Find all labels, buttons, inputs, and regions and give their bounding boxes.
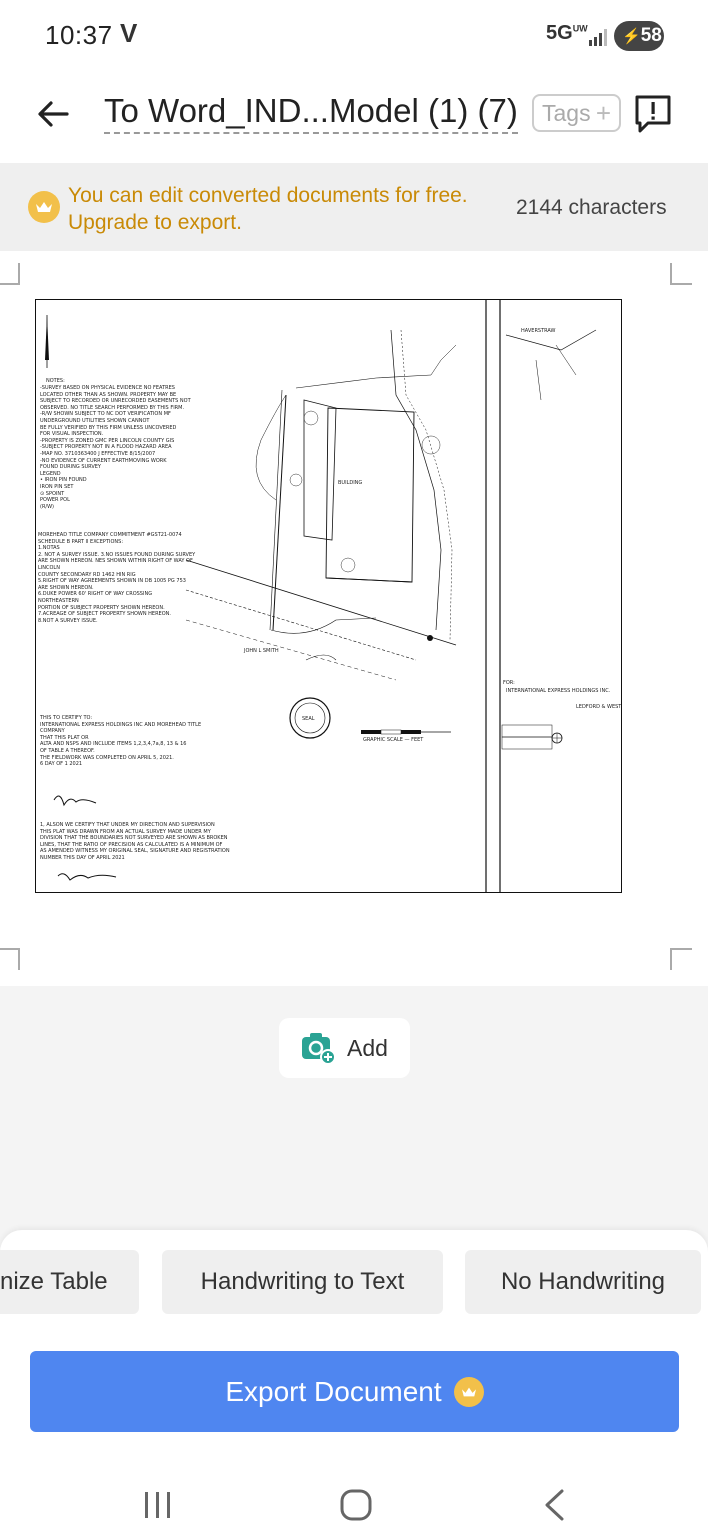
note-line: -SURVEY BASED ON PHYSICAL EVIDENCE NO FEATRES xyxy=(40,385,175,391)
note-line: LOCATED OTHER THAN AS SHOWN. PROPERTY MAY BE xyxy=(40,391,177,398)
certification-line: THIS TO CERTIFY TO: xyxy=(40,715,93,721)
note-line: POWER POL xyxy=(40,497,70,504)
upgrade-message: You can edit converted documents for free. Upgrade to export. xyxy=(68,184,468,234)
note-line: SUBJECT TO RECORDED OR UNRECORDED EASEMENTS NOT xyxy=(40,398,191,405)
crown-icon xyxy=(28,191,60,223)
plus-icon: + xyxy=(595,98,611,128)
statement-line: AS AMENDED WITNESS MY ORIGINAL SEAL, SIGNATURE AND REGISTRATION xyxy=(40,848,230,855)
note-line: OBSERVED. NO TITLE SEARCH PERFORMED BY THIS FIRM. xyxy=(40,404,185,411)
exception-line: COUNTY SECONDARY RD 1462 HIN RIG xyxy=(38,571,136,578)
chip-label: nize Table xyxy=(0,1268,108,1295)
exception-line: LINCOLN xyxy=(38,564,60,571)
exception-line: ARE SHOWN HEREON. NES SHOWN WITHIN RIGHT OF WAY OF xyxy=(38,558,193,565)
note-line: LEGEND xyxy=(40,470,61,477)
recent-apps-button[interactable] xyxy=(128,1475,188,1535)
upgrade-banner[interactable] xyxy=(0,163,708,251)
add-label: Add xyxy=(347,1034,388,1061)
crop-corner-bottom-left[interactable] xyxy=(0,948,20,970)
exception-line: 6.DUKE POWER 60' RIGHT OF WAY CROSSING xyxy=(38,591,153,598)
note-line: FOUND DURING SURVEY xyxy=(40,464,101,471)
chip-label: No Handwriting xyxy=(500,1268,666,1295)
network-indicator xyxy=(546,22,588,45)
certification-line: THE FIELDWORK WAS COMPLETED ON APRIL 5, 2021. xyxy=(40,754,174,761)
note-line: (R/W) xyxy=(40,503,55,510)
note-line: -R/W SHOWN SUBJECT TO NC DOT VERIFICATION MF xyxy=(40,411,171,418)
home-button[interactable] xyxy=(326,1475,386,1535)
export-label: Export Document xyxy=(225,1375,442,1407)
certification-line: COMPANY xyxy=(40,728,65,735)
battery-indicator xyxy=(614,21,664,51)
building-label: BUILDING xyxy=(338,480,363,486)
character-count: 2144 characters xyxy=(516,196,667,219)
note-line: -NO EVIDENCE OF CURRENT EARTHMOVING WORK xyxy=(40,457,167,464)
tags-label: Tags xyxy=(542,100,591,126)
export-document-button[interactable] xyxy=(30,1351,679,1432)
prepared-for-name: INTERNATIONAL EXPRESS HOLDINGS INC. xyxy=(506,688,611,694)
crop-corner-top-left[interactable] xyxy=(0,263,20,285)
system-nav-bar xyxy=(0,1460,708,1536)
recent-apps-icon xyxy=(143,1490,173,1520)
statement-line: THIS PLAT WAS DRAWN FROM AN ACTUAL SURVEY MADE UNDER MY xyxy=(40,828,211,835)
crop-corner-top-right[interactable] xyxy=(670,263,692,285)
certification-line: 6 DAY OF 1 2021 xyxy=(40,761,83,768)
back-icon xyxy=(542,1488,566,1522)
note-line: -MAP NO. 3710363400 J EFFECTIVE 8/15/2007 xyxy=(40,450,156,457)
note-line: FOR VISUAL INSPECTION. xyxy=(40,431,104,438)
note-line: IRON PIN SET xyxy=(40,483,74,490)
statement-line: 1, ALSON WE CERTIFY THAT UNDER MY DIRECTION AND SUPERVISION xyxy=(40,822,215,828)
parcel-owner-label: JOHN L SMITH xyxy=(244,648,279,654)
add-photo-icon xyxy=(301,1031,337,1065)
tags-button[interactable] xyxy=(532,94,621,132)
crown-icon xyxy=(454,1377,484,1407)
notes-title: NOTES: xyxy=(46,378,65,384)
seal-label: SEAL xyxy=(302,716,315,722)
exceptions-list xyxy=(38,532,195,624)
exception-line: PORTION OF SUBJECT PROPERTY SHOWN HEREON. xyxy=(38,604,165,611)
notes-list xyxy=(40,385,191,510)
exception-line: 5.RIGHT OF WAY AGREEMENTS SHOWN IN DB 1005 PG 753 xyxy=(38,578,186,585)
arrow-left-icon xyxy=(37,100,69,128)
exception-line: 1.NOTAS xyxy=(38,545,60,552)
statement-line: LINES, THAT THE RATIO OF PRECISION AS CALCULATED IS A MINIMUM OF xyxy=(40,841,223,848)
exception-line: ARE SHOWN HEREON. xyxy=(38,584,94,591)
exception-line: NORTHEASTERN xyxy=(38,597,79,604)
signal-icon xyxy=(589,28,611,46)
feedback-icon[interactable] xyxy=(634,94,672,134)
exception-line: 7.ACREAGE OF SUBJECT PROPERTY SHOWN HEREON. xyxy=(38,611,171,618)
firm-name: LEDFORD & WEST xyxy=(576,704,622,710)
app-header xyxy=(0,70,708,163)
status-time: 10:37 xyxy=(45,20,113,50)
prepared-for-label: FOR: xyxy=(503,680,515,686)
certification-line: THAT THIS PLAT OR xyxy=(40,734,89,741)
note-line: -PROPERTY IS ZONED GMC PER LINCOLN COUNTY GIS xyxy=(40,437,175,444)
scale-label: GRAPHIC SCALE — FEET xyxy=(363,737,424,743)
document-preview[interactable] xyxy=(0,251,708,986)
surveyor-statement xyxy=(40,822,230,862)
charging-icon: ⚡ xyxy=(622,28,641,45)
survey-drawing xyxy=(35,299,622,893)
exception-line: 2. NOT A SURVEY ISSUE. 3.NO ISSUES FOUND DURING SURVEY xyxy=(38,551,196,558)
note-line: BE FULLY VERIFIED BY THIS FIRM UNLESS UNCOVERED xyxy=(40,424,177,431)
tools-panel xyxy=(0,1230,708,1536)
certification-line: OF TABLE A THEREOF. xyxy=(40,747,95,754)
note-line: • IRON PIN FOUND xyxy=(40,477,87,484)
note-line: ⊙ SPOINT xyxy=(40,490,65,497)
certification-block xyxy=(40,715,201,768)
exception-line: MOREHEAD TITLE COMPANY COMMITMENT #GST21-0074 xyxy=(38,532,182,538)
statement-line: NUMBER THIS DAY OF APRIL 2021 xyxy=(40,854,125,861)
handwriting-to-text-chip[interactable] xyxy=(162,1250,443,1314)
status-bar xyxy=(0,0,708,70)
recognize-table-chip[interactable] xyxy=(0,1250,139,1314)
battery-level: 58 xyxy=(640,25,662,46)
network-label: 5G xyxy=(546,22,573,44)
network-sub-label: UW xyxy=(572,23,588,34)
certification-line: INTERNATIONAL EXPRESS HOLDINGS INC AND MOREHEAD TITLE xyxy=(40,721,202,728)
add-page-button[interactable] xyxy=(279,1018,410,1078)
exception-line: 8.NOT A SURVEY ISSUE. xyxy=(38,617,98,624)
no-handwriting-chip[interactable] xyxy=(465,1250,701,1314)
carrier-icon: V xyxy=(120,18,138,48)
exception-line: SCHEDULE B PART II EXCEPTIONS: xyxy=(38,538,124,545)
statement-line: DIVISION THAT THE BOUNDARIES NOT SURVEYED ARE SHOWN AS BROKEN xyxy=(40,835,228,842)
street-label: HAVERSTRAW xyxy=(521,328,556,334)
chip-label: Handwriting to Text xyxy=(200,1268,405,1295)
note-line: -SUBJECT PROPERTY NOT IN A FLOOD HAZARD AREA xyxy=(40,444,172,451)
nav-back-button[interactable] xyxy=(524,1475,584,1535)
home-icon xyxy=(339,1488,373,1522)
note-line: UNDERGROUND UTILITIES SHOWN CANNOT xyxy=(40,417,150,424)
document-title[interactable]: To Word_IND...Model (1) (7) xyxy=(104,92,518,134)
crop-corner-bottom-right[interactable] xyxy=(670,948,692,970)
back-button[interactable] xyxy=(30,92,76,136)
certification-line: ALTA AND NSPS AND INCLUDE ITEMS 1,2,3,4,7a,8, 13 & 16 xyxy=(40,741,187,748)
